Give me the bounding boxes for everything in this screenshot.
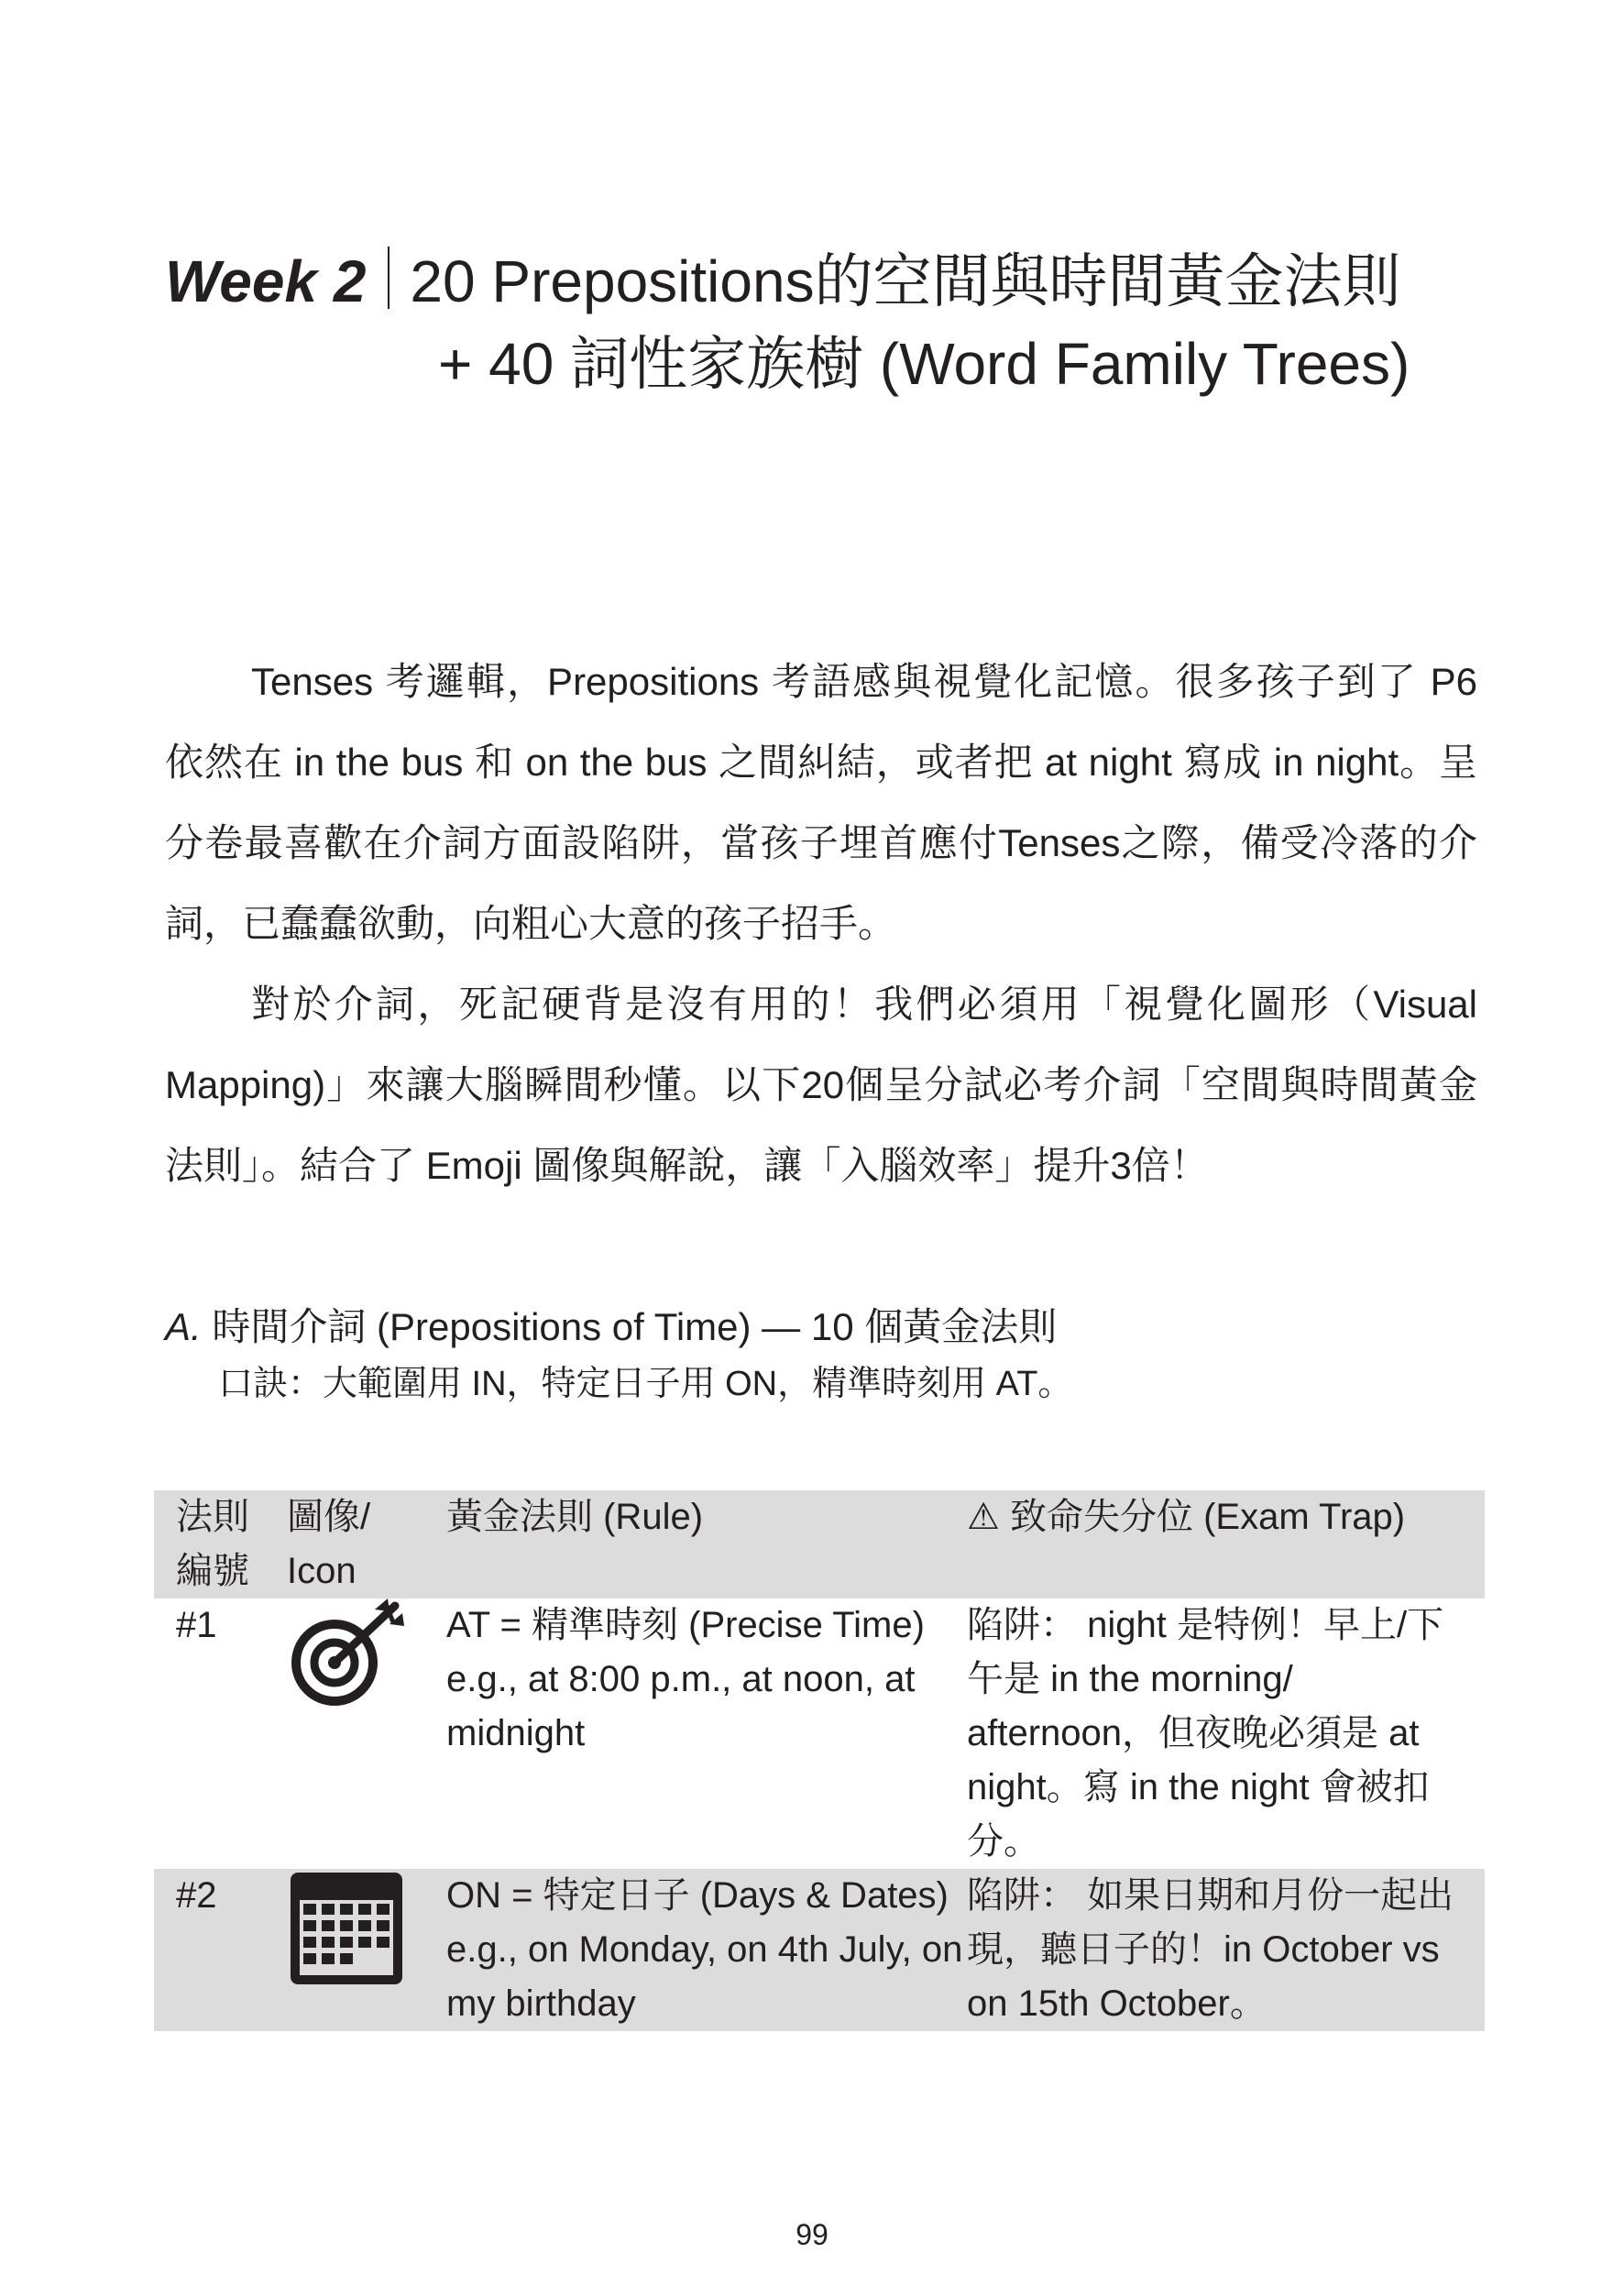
calendar-icon xyxy=(287,1956,406,1996)
header-trap: ⚠ 致命失分位 (Exam Trap) xyxy=(967,1490,1485,1598)
title-line-2: + 40 詞性家族樹 (Word Family Trees) xyxy=(438,331,1410,397)
title-divider xyxy=(388,247,390,309)
week-label: Week 2 xyxy=(165,248,367,314)
rule-title: ON = 特定日子 (Days & Dates) xyxy=(446,1875,949,1916)
intro-paragraph-1: Tenses 考邏輯，Prepositions 考語感與視覺化記憶。很多孩子到了 P6 依然在 in the bus 和 on the bus 之間糾結，或者把 at night 寫成 in night。呈分卷最喜歡在介詞方面設陷阱，當孩子埋首應付Tenses之際，備受冷落的介詞，已蠢蠢欲動，向粗心大意的孩子招手。 xyxy=(165,660,1477,945)
rule-number: #1 xyxy=(154,1598,287,1869)
title-main: 20 Prepositions的空間與時間黃金法則 xyxy=(410,248,1401,314)
trap-text: 陷阱： night 是特例！早上/下午是 in the morning/ afternoon，但夜晚必須是 at night。寫 in the night 會被扣分。 xyxy=(967,1598,1485,1869)
page-number: 99 xyxy=(796,2218,828,2251)
rule-title: AT = 精準時刻 (Precise Time) xyxy=(446,1605,925,1645)
rule-number: #2 xyxy=(154,1869,287,2031)
table-row xyxy=(154,1598,1485,1869)
section-heading-text: 時間介詞 (Prepositions of Time) — 10 個黃金法則 xyxy=(212,1305,1058,1348)
rule-example: e.g., at 8:00 p.m., at noon, at midnight xyxy=(446,1659,916,1753)
rule-text xyxy=(446,1598,967,1869)
rule-icon-cell xyxy=(287,1869,446,2031)
rule-text xyxy=(446,1869,967,2031)
target-icon xyxy=(287,1676,415,1717)
header-rule: 黃金法則 (Rule) xyxy=(446,1490,967,1598)
intro-text xyxy=(165,642,1477,1206)
header-number-line-1: 法則 xyxy=(176,1497,249,1537)
section-letter: A. xyxy=(165,1305,202,1348)
title-line-1 xyxy=(165,240,1410,323)
header-number xyxy=(154,1490,287,1598)
header-icon-line-1: 圖像/ xyxy=(287,1497,371,1537)
header-icon-line-2: Icon xyxy=(287,1551,357,1591)
trap-text: 陷阱： 如果日期和月份一起出現，聽日子的！in October vs on 15th October。 xyxy=(967,1869,1485,2031)
rule-icon-cell xyxy=(287,1598,446,1869)
header-number-line-2: 編號 xyxy=(176,1551,249,1591)
prepositions-table xyxy=(154,1490,1485,2031)
mnemonic-text: 口訣：大範圍用 IN，特定日子用 ON，精準時刻用 AT。 xyxy=(218,1365,1073,1403)
header-icon xyxy=(287,1490,446,1598)
table-header-row xyxy=(154,1490,1485,1598)
intro-paragraph-2: 對於介詞，死記硬背是沒有用的！我們必須用「視覺化圖形（Visual Mapping)」來讓大腦瞬間秒懂。以下20個呈分試必考介詞「空間與時間黃金法則」。結合了 Emoji 圖像與解說，讓「入腦效率」提升3倍！ xyxy=(165,983,1477,1187)
rule-example: e.g., on Monday, on 4th July, on my birthday xyxy=(446,1929,963,2024)
table-row xyxy=(154,1869,1485,2031)
section-heading xyxy=(165,1300,1057,1355)
page-title xyxy=(165,240,1410,405)
